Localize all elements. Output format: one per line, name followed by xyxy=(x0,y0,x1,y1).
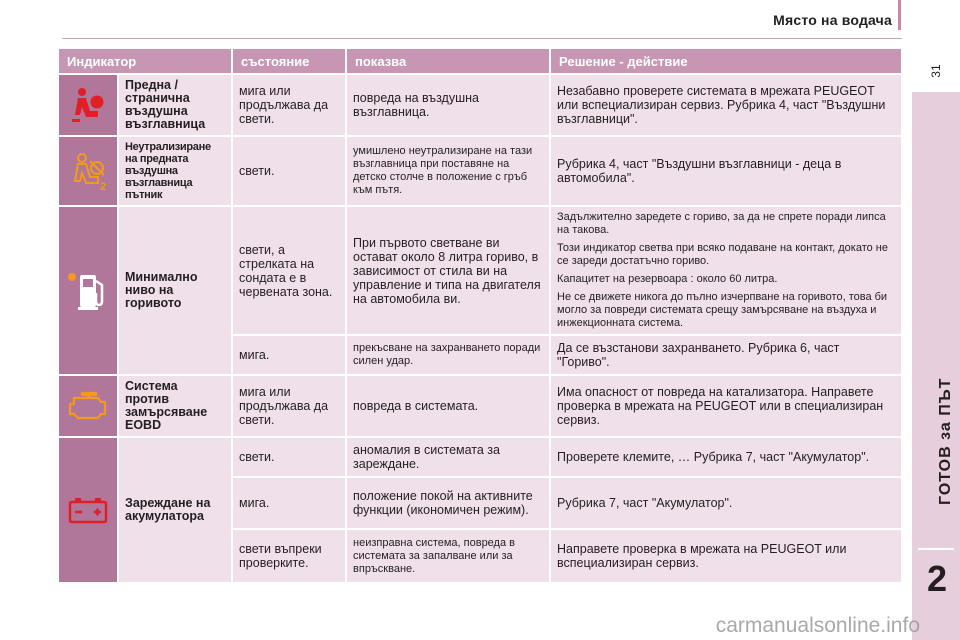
page-header xyxy=(0,0,960,40)
table-header-row xyxy=(59,49,901,73)
indicator-name: Неутрализиране на предната въздушна възглавница пътник xyxy=(119,137,231,205)
indicator-meaning: аномалия в системата за зареждане. xyxy=(347,438,549,476)
indicator-name: Зареждане на акумулатора xyxy=(119,438,231,582)
indicator-state: свети въпреки проверките. xyxy=(233,530,345,582)
header-meaning: показва xyxy=(347,49,549,73)
indicator-icon-cell xyxy=(59,75,117,135)
indicator-icon-cell xyxy=(59,207,117,374)
indicator-state: свети, а стрелката на сондата е в червената зона. xyxy=(233,207,345,334)
indicator-icon-cell xyxy=(59,137,117,205)
svg-text:2: 2 xyxy=(100,181,107,192)
indicator-name: Минимално ниво на горивото xyxy=(119,207,231,374)
chapter-tab-divider xyxy=(918,548,954,550)
indicator-action: Незабавно проверете системата в мрежата PEUGEOT или вспециализиран сервиз. Рубрика 4, част "Въздушни възглавници". xyxy=(551,75,901,135)
section-title: Място на водача xyxy=(773,12,892,28)
header-accent xyxy=(898,0,901,30)
indicator-state: свети. xyxy=(233,137,345,205)
indicator-icon-cell xyxy=(59,376,117,436)
indicator-action: Има опасност от повреда на катализатора. Направете проверка в мрежата на PEUGEOT или в специализиран сервиз. xyxy=(551,376,901,436)
indicator-meaning: положение покой на активните функции (икономичен режим). xyxy=(347,478,549,528)
chapter-number: 2 xyxy=(926,558,948,599)
action-paragraph: Капацитет на резервоара : около 60 литра. xyxy=(557,273,778,285)
indicator-action: Проверете клемите, … Рубрика 7, част "Акумулатор". xyxy=(551,438,901,476)
indicator-name: Система против замърсяване EOBD xyxy=(119,376,231,436)
table-row xyxy=(59,376,901,436)
fuel-pump-icon xyxy=(66,267,110,315)
action-paragraph: Задължително заредете с гориво, за да не спрете поради липса на такова. xyxy=(557,211,886,236)
header-state: състояние xyxy=(233,49,345,73)
indicator-meaning: прекъсване на захранването поради силен удар. xyxy=(347,336,549,374)
table-row xyxy=(59,75,901,135)
header-divider xyxy=(62,38,902,39)
indicator-state: мига или продължава да свети. xyxy=(233,75,345,135)
battery-icon xyxy=(66,495,110,525)
action-paragraph: Не се движете никога до пълно изчерпване на горивото, това би могло за повреди системата срещу замърсяване на въздуха и инжекционната система. xyxy=(557,291,888,329)
airbag-off-icon xyxy=(68,150,108,192)
indicator-meaning: повреда на въздушна възглавница. xyxy=(347,75,549,135)
indicator-action xyxy=(551,207,901,334)
indicator-meaning: умишлено неутрализиране на тази възглавница при поставяне на детско столче в положение с гръб към пътя. xyxy=(347,137,549,205)
chapter-title: ГОТОВ за ПЪТ xyxy=(937,377,954,505)
indicator-state: мига или продължава да свети. xyxy=(233,376,345,436)
table-row xyxy=(59,438,901,476)
action-paragraph: Този индикатор светва при всяко подаване на контакт, докато не се зареди достатъчно гориво. xyxy=(557,242,888,267)
indicator-icon-cell xyxy=(59,438,117,582)
indicator-action: Рубрика 4, част "Въздушни възглавници - деца в автомобила". xyxy=(551,137,901,205)
engine-icon xyxy=(66,390,110,422)
indicator-state: мига. xyxy=(233,478,345,528)
indicator-action: Рубрика 7, част "Акумулатор". xyxy=(551,478,901,528)
indicator-action: Да се възстанови захранването. Рубрика 6, част "Гориво". xyxy=(551,336,901,374)
indicator-action: Направете проверка в мрежата на PEUGEOT или вспециализиран сервиз. xyxy=(551,530,901,582)
indicator-table xyxy=(57,47,903,584)
page-number: 31 xyxy=(929,64,943,78)
indicator-name: Предна / странична въздушна възглавница xyxy=(119,75,231,135)
header-action: Решение - действие xyxy=(551,49,901,73)
watermark: carmanualsonline.info xyxy=(715,614,920,637)
airbag-icon xyxy=(68,85,108,125)
table-row xyxy=(59,207,901,334)
indicator-state: свети. xyxy=(233,438,345,476)
indicator-meaning: При първото светване ви остават около 8 литра гориво, в зависимост от стила ви на управление и типа на двигателя на автомобила ви. xyxy=(347,207,549,334)
header-indicator: Индикатор xyxy=(59,49,231,73)
indicator-state: мига. xyxy=(233,336,345,374)
table-row xyxy=(59,137,901,205)
indicator-meaning: неизправна система, повреда в системата за запалване или за впръскване. xyxy=(347,530,549,582)
indicator-meaning: повреда в системата. xyxy=(347,376,549,436)
